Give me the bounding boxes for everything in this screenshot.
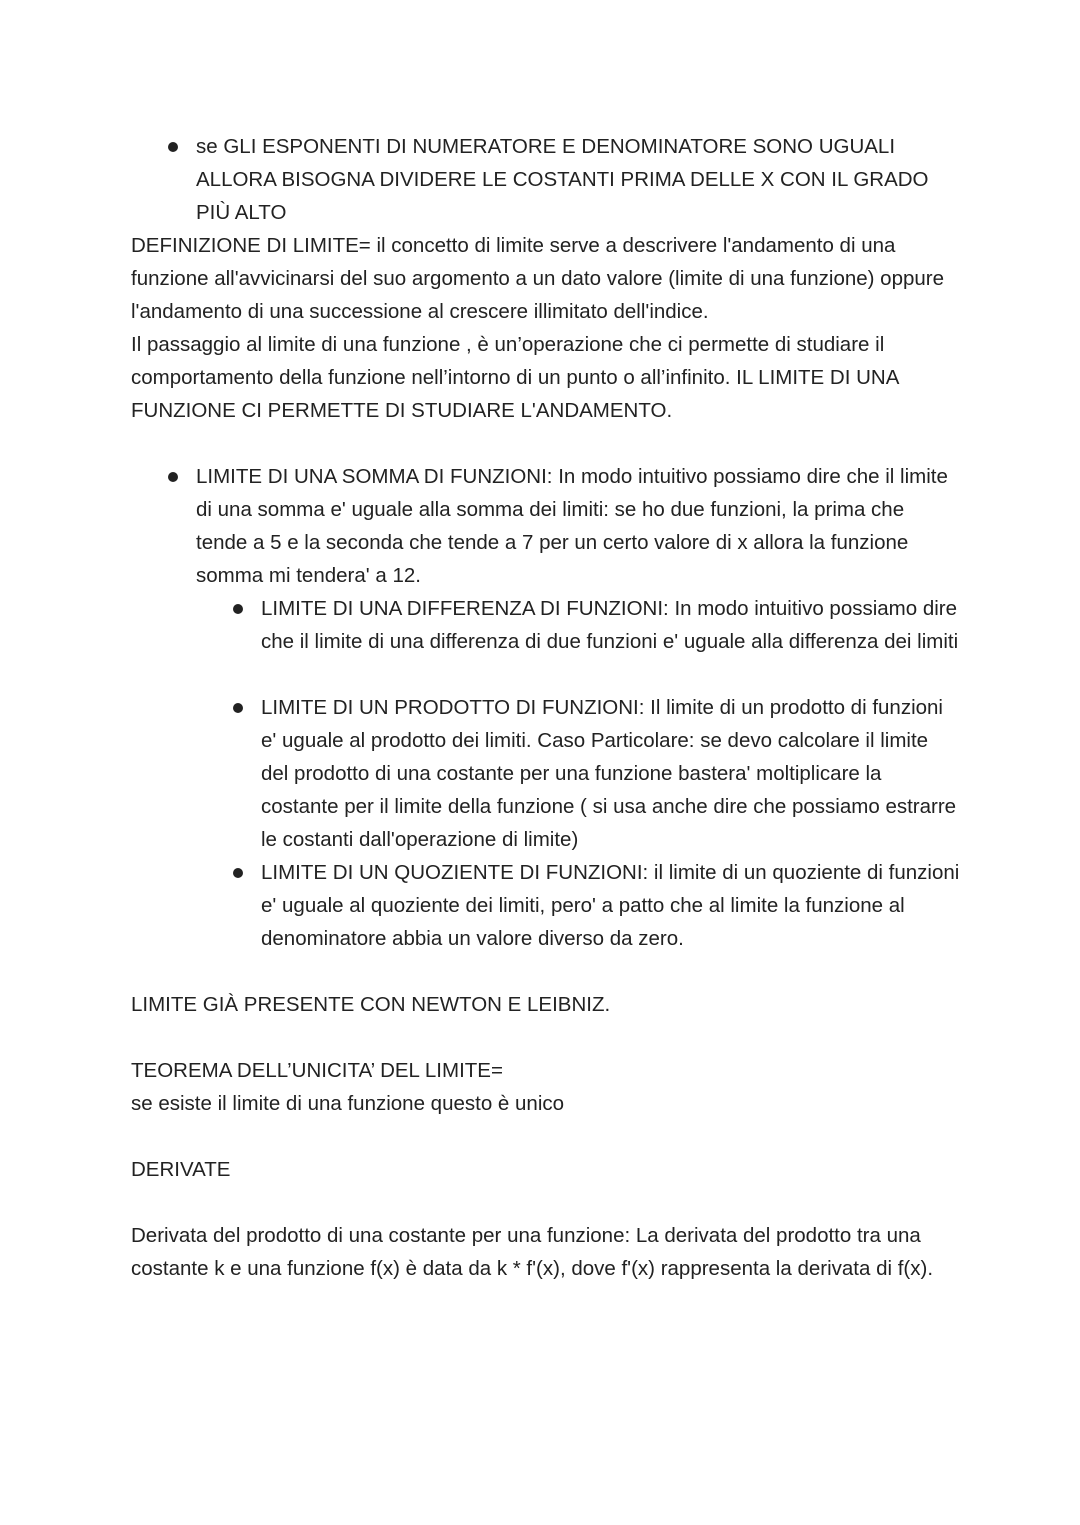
derivatives-heading: [131, 1153, 951, 1186]
bullet-exponents-text: se GLI ESPONENTI DI NUMERATORE E DENOMINATORE SONO UGUALI ALLORA BISOGNA DIVIDERE LE COSTANTI PRIMA DELLE X CON IL GRADO PIÙ ALTO: [196, 135, 929, 224]
theorem-block: [131, 1054, 951, 1120]
definition-text-1: DEFINIZIONE DI LIMITE= il concetto di limite serve a descrivere l'andamento di una funzione all'avvicinarsi del suo argomento a un dato valore (limite di una funzione) oppure l'andamento di una successione al crescere illimitato dell'indice.: [131, 234, 945, 323]
definition-paragraph: [131, 229, 951, 427]
theorem-text: se esiste il limite di una funzione questo è unico: [131, 1092, 565, 1115]
definition-text-2: Il passaggio al limite di una funzione , è un’operazione che ci permette di studiare il comportamento della funzione nell’intorno di un punto o all’infinito. IL LIMITE DI UNA FUNZIONE CI PERMETTE DI STUDIARE L'ANDAMENTO.: [131, 333, 899, 422]
bullet-dot-icon: [168, 142, 178, 152]
bullet-dot-icon: [233, 604, 243, 614]
derivatives-heading-text: DERIVATE: [131, 1158, 231, 1181]
bullet-dot-icon: [233, 703, 243, 713]
bullet-exponents: [196, 130, 956, 229]
bullet-sum: [196, 460, 956, 592]
bullet-dot-icon: [233, 868, 243, 878]
bullet-quotient-text: LIMITE DI UN QUOZIENTE DI FUNZIONI: il limite di un quoziente di funzioni e' uguale al quoziente dei limiti, pero' a patto che al limite la funzione al denominatore abbia un valore diverso da zero.: [261, 861, 960, 950]
bullet-product-text: LIMITE DI UN PRODOTTO DI FUNZIONI: Il limite di un prodotto di funzioni e' uguale al prodotto dei limiti. Caso Particolare: se devo calcolare il limite del prodotto di una costante per una funzione bastera' moltiplicare la costante per il limite della funzione ( si usa anche dire che possiamo estrarre le costanti dall'operazione di limite): [261, 696, 957, 851]
bullet-sum-text: LIMITE DI UNA SOMMA DI FUNZIONI: In modo intuitivo possiamo dire che il limite di una somma e' uguale alla somma dei limiti: se ho due funzioni, la prima che tende a 5 e la seconda che tende a 7 per un certo valore di x allora la funzione somma mi tendera' a 12.: [196, 465, 948, 587]
theorem-title: TEOREMA DELL’UNICITA’ DEL LIMITE=: [131, 1059, 503, 1082]
bullet-product: [261, 691, 961, 856]
derivative-product-text: Derivata del prodotto di una costante per una funzione: La derivata del prodotto tra una costante k e una funzione f(x) è data da k * f'(x), dove f'(x) rappresenta la derivata di f(x).: [131, 1224, 934, 1280]
newton-leibniz-text: LIMITE GIÀ PRESENTE CON NEWTON E LEIBNIZ.: [131, 993, 611, 1016]
derivative-product-paragraph: [131, 1219, 951, 1285]
bullet-dot-icon: [168, 472, 178, 482]
newton-leibniz-note: [131, 988, 951, 1021]
bullet-difference: [261, 592, 961, 658]
bullet-quotient: [261, 856, 961, 955]
bullet-difference-text: LIMITE DI UNA DIFFERENZA DI FUNZIONI: In modo intuitivo possiamo dire che il limite di una differenza di due funzioni e' uguale alla differenza dei limiti: [261, 597, 959, 653]
